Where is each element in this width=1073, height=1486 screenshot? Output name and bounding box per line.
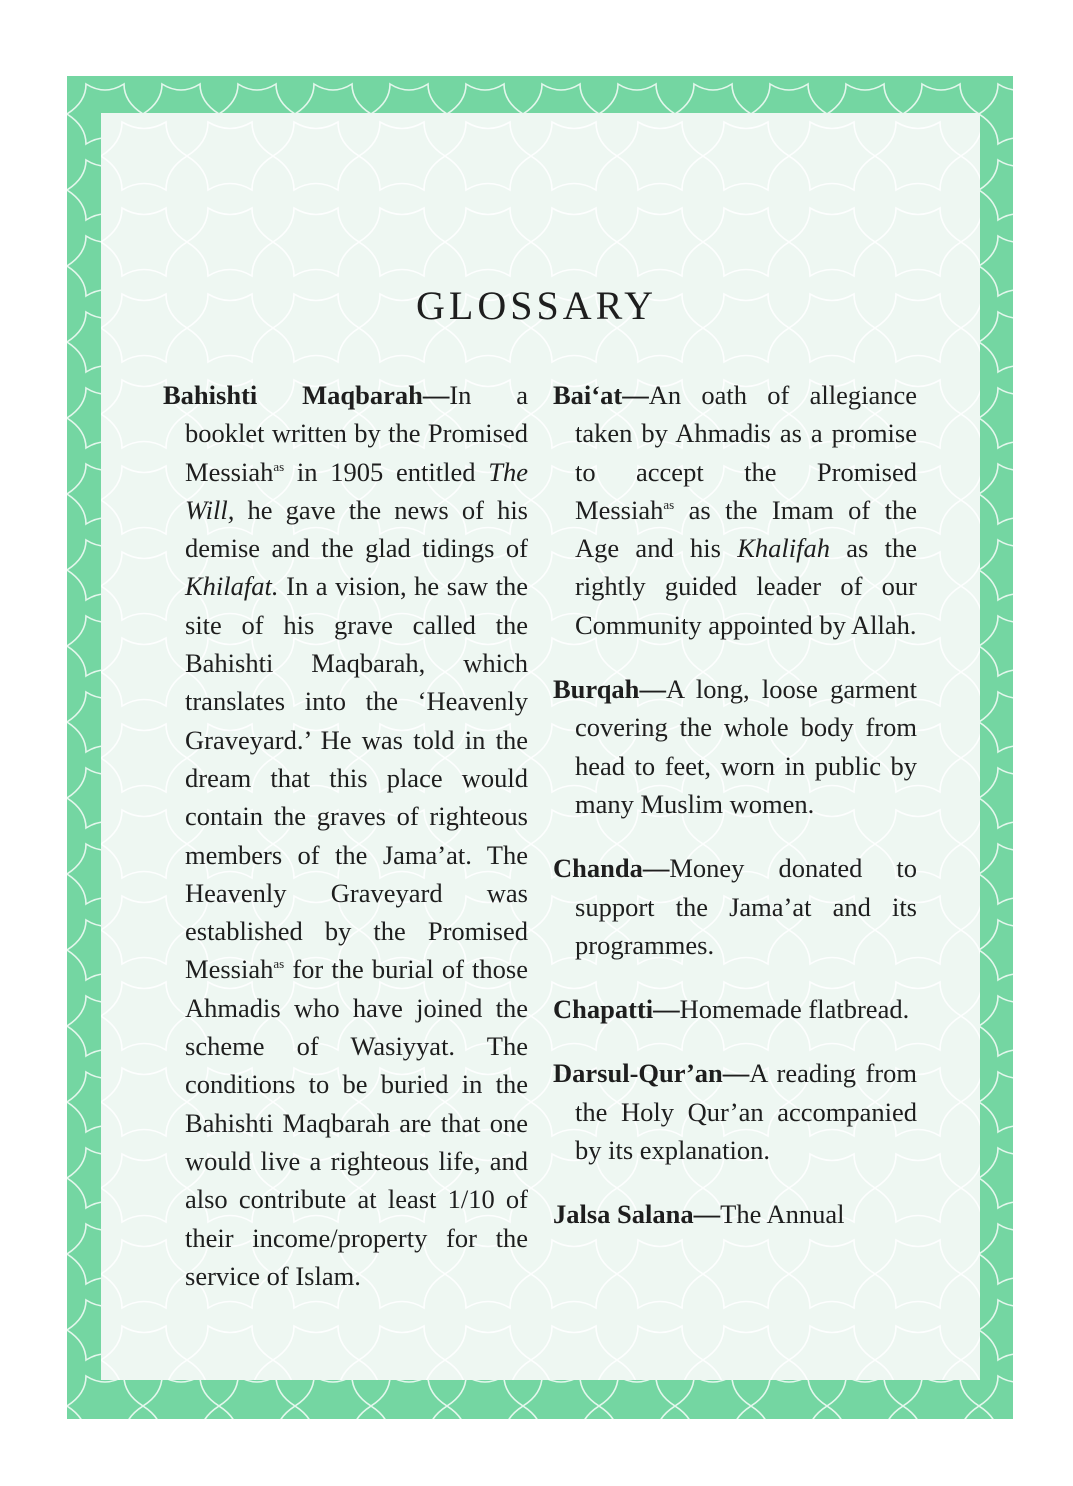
entry-text: in 1905 entitled	[284, 456, 489, 487]
page-title: GLOSSARY	[416, 283, 657, 328]
entry-text: Money donated to support the Jama’at and its programmes.	[575, 853, 917, 960]
glossary-entry-chapatti	[553, 990, 917, 1028]
glossary-entry-bahishti-maqbarah	[163, 376, 528, 1295]
entry-text: In a vision, he saw the site of his grave called the Bahishti Maqbarah, which translates into the ‘Heavenly Graveyard.’ He was told in the dream that this place would contain the graves of righteous members of the Jama’at. The Heavenly Graveyard was established by the Promised Messiah	[185, 571, 528, 985]
entry-text: he gave the news of his demise and the glad tidings of	[185, 494, 528, 564]
glossary-entry-darsul-quran	[553, 1054, 917, 1169]
entry-text: for the burial of those Ahmadis who have joined the scheme of Wasiyyat. The conditions to be buried in the Bahishti Maqbarah are that one would live a righteous life, and also contribute at least 1/10 of their income/property for the service of Islam.	[185, 954, 528, 1291]
glossary-entry-burqah	[553, 670, 917, 823]
honorific-superscript: as	[663, 496, 675, 512]
entry-text: A reading from the Holy Qur’an accompanied by its explanation.	[575, 1058, 917, 1166]
entry-term: Chapatti	[553, 994, 654, 1025]
entry-dash: —	[693, 1199, 721, 1230]
entry-text: as the rightly guided leader of our Community appointed by Allah.	[575, 533, 917, 640]
entry-italic: Khalifah	[737, 533, 830, 564]
entry-term: Burqah	[553, 674, 640, 705]
glossary-column-right	[553, 376, 917, 1260]
entry-term: Bai‘at	[553, 380, 623, 410]
honorific-superscript: as	[273, 956, 285, 972]
glossary-entry-jalsa-salana	[553, 1195, 917, 1233]
entry-dash: —	[622, 380, 649, 410]
entry-term: Chanda	[553, 853, 643, 884]
entry-term: Darsul-Qur’an	[553, 1058, 723, 1089]
glossary-entry-baiat	[553, 376, 917, 644]
entry-term: Bahishti Maqbarah	[163, 380, 423, 410]
glossary-column-left	[163, 376, 528, 1295]
entry-dash: —	[422, 380, 450, 410]
entry-text: The Annual	[720, 1199, 845, 1230]
glossary-entry-chanda	[553, 849, 917, 964]
entry-italic: Khilafat.	[185, 571, 279, 602]
entry-dash: —	[642, 853, 670, 884]
entry-text: In a booklet written by the Promised Messiah	[185, 380, 528, 487]
entry-dash: —	[653, 994, 680, 1025]
entry-text: An oath of allegiance taken by Ahmadis as a promise to accept the Promised Messiah	[575, 380, 917, 525]
honorific-superscript: as	[273, 458, 285, 474]
entry-dash: —	[722, 1058, 750, 1089]
entry-text: Homemade flatbread.	[679, 994, 910, 1025]
entry-text: A long, loose garment covering the whole body from head to feet, worn in public by many Muslim women.	[575, 674, 917, 819]
entry-text: as the Imam of the Age and his	[575, 494, 917, 564]
entry-dash: —	[639, 674, 666, 705]
entry-italic: The Will,	[185, 456, 528, 525]
entry-term: Jalsa Salana	[553, 1199, 694, 1230]
